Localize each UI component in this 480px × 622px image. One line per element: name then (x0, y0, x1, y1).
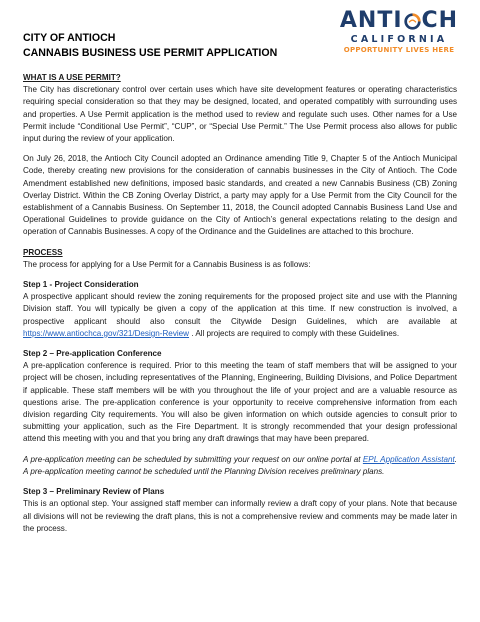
section-heading-process: PROCESS (23, 247, 63, 257)
step-3-heading: Step 3 – Preliminary Review of Plans (23, 487, 165, 497)
step-2-note-text-end: . A pre-application meeting cannot be scheduled until the Planning Division receives preliminary plans. (23, 454, 457, 476)
logo-word-left: ANTI (339, 8, 403, 33)
document-header (23, 0, 457, 72)
document-title (23, 31, 277, 61)
logo-o-mark-icon (404, 13, 421, 30)
step-1-body (23, 291, 457, 340)
step-1-text-end: . All projects are required to comply with these Guidelines. (189, 328, 400, 338)
step-2-heading: Step 2 – Pre-application Conference (23, 349, 162, 359)
logo-word-right: CH (421, 8, 459, 33)
antioch-logo (338, 10, 460, 55)
step-2-body: A pre-application conference is required. Prior to this meeting the team of staff members that will be assigned to your project will be chosen, including representatives of the Planning, Engineering, Building Divisions, and Police Department if applicable. These staff members will be with you throughout the life of your project and are a valuable resource as questions arise. The pre-application conference is your opportunity to receive comprehensive information from each division regarding City requirements. You will also be given information on which outside agencies to consult prior to submitting your application, such as the Fire Department. It is strongly recommended that your design professional attend this meeting with you and that you bring any draft drawings that may have been prepared. (23, 361, 457, 444)
step-2-note-text: A pre-application meeting can be scheduled by submitting your request on our online portal at (23, 454, 363, 464)
document-page (23, 0, 457, 535)
epl-application-assistant-link[interactable]: EPL Application Assistant (362, 454, 455, 464)
title-line-application: CANNABIS BUSINESS USE PERMIT APPLICATION (23, 47, 278, 59)
what-is-paragraph-2: On July 26, 2018, the Antioch City Council adopted an Ordinance amending Title 9, Chapter 5 of the Antioch Municipal Code, thereby creating new provisions for the consideration of cannabis businesses in the City of Antioch. The Code Amendment established new definitions, imposed basic standards, and created a new Cannabis Business (CB) Zoning Overlay District. Within the CB Zoning Overlay District, a party may apply for a Use Permit from the City Council for the establishment of a Cannabis Business. On September 11, 2018, the Council adopted Cannabis Business Land Use and Operational Guidelines to provide guidance on the City of Antioch’s general expectations relating to the design and operation of Cannabis Businesses. A copy of the Ordinance and the Guidelines are attached to this brochure. (23, 154, 457, 237)
design-review-link[interactable]: https://www.antiochca.gov/321/Design-Review (23, 328, 190, 338)
document-body (23, 72, 457, 535)
section-heading-what-is: WHAT IS A USE PERMIT? (23, 73, 121, 82)
process-intro: The process for applying for a Use Permit for a Cannabis Business is as follows: (23, 259, 311, 269)
logo-tagline: OPPORTUNITY LIVES HERE (343, 46, 455, 54)
logo-wordmark (338, 10, 460, 32)
step-3-body: This is an optional step. Your assigned staff member can informally review a draft copy of your plans. Note that because all divisions will not be reviewing the draft plans, this is not a comprehensive review and comments may be made later in the process. (23, 499, 457, 533)
what-is-paragraph-1: The City has discretionary control over certain uses which have site development features or operating characteristics requiring special consideration so that they may be designed, located, and operated compatibly with surrounding uses and properties. A Use Permit application is the method used to review and regulate such uses. Other names for a Use Permit include “Conditional Use Permit”, “CUP”, or “Special Use Permit.” The Use Permit process also allows for public input during the review of your application. (23, 85, 457, 144)
title-line-city: CITY OF ANTIOCH (23, 32, 116, 44)
step-1-heading: Step 1 - Project Consideration (23, 280, 139, 290)
step-1-text: A prospective applicant should review the zoning requirements for the proposed project site and use with the Planning Division staff. You will typically be given a copy of the application at this time. If new construction is involved, a prospective applicant should also consult the Citywide Design Guidelines, which are available at (23, 292, 457, 326)
step-2-note (23, 454, 457, 478)
logo-state: CALIFORNIA (350, 34, 448, 45)
